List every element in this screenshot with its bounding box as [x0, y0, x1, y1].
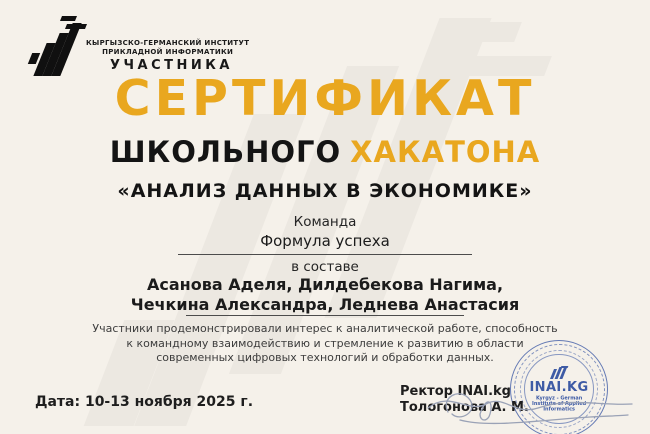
description-line1: Участники продемонстрировали интерес к аналитической работе, способность — [92, 322, 558, 335]
stamp-title: INAI.KG — [529, 379, 589, 395]
date-label: Дата: 10-13 ноября 2025 г. — [35, 394, 254, 410]
subtitle-gold: ХАКАТОНА — [350, 135, 541, 169]
institute-name-line2: ПРИКЛАДНОЙ ИНФОРМАТИКИ — [102, 48, 234, 56]
subtitle-black: ШКОЛЬНОГО — [109, 135, 342, 169]
description-line3: современных цифровых технологий и обработки данных. — [156, 351, 494, 364]
certificate-subtitle — [0, 135, 650, 169]
institute-logo-icon — [30, 16, 80, 78]
team-name: Формула успеха — [260, 232, 390, 250]
institute-name-line1: КЫРГЫЗСКО-ГЕРМАНСКИЙ ИНСТИТУТ — [86, 39, 250, 47]
description-line2: к командному взаимодействию и стремление к развитию в области — [126, 336, 524, 350]
signatory-name: Тологонова А. М. — [400, 400, 529, 415]
members-line1: Асанова Аделя, Дилдебекова Нагима, — [146, 275, 504, 294]
team-label: Команда — [293, 214, 357, 230]
certificate-title: СЕРТИФИКАТ — [114, 70, 536, 127]
signatory-title: Ректор INAI.kg — [400, 384, 511, 399]
team-name-underline — [178, 254, 472, 255]
members-line2: Чечкина Александра, Леднева Анастасия — [130, 295, 520, 314]
event-name: «АНАЛИЗ ДАННЫХ В ЭКОНОМИКЕ» — [117, 180, 533, 202]
members-underline — [186, 315, 464, 316]
signature-scribble — [420, 370, 640, 432]
stamp-subtitle: Kyrgyz - German Institute of Applied Informatics — [531, 395, 587, 412]
members-label: в составе — [291, 259, 359, 275]
institute-name — [86, 39, 249, 57]
members-list — [0, 275, 650, 315]
participant-label: УЧАСТНИКА — [110, 58, 233, 73]
